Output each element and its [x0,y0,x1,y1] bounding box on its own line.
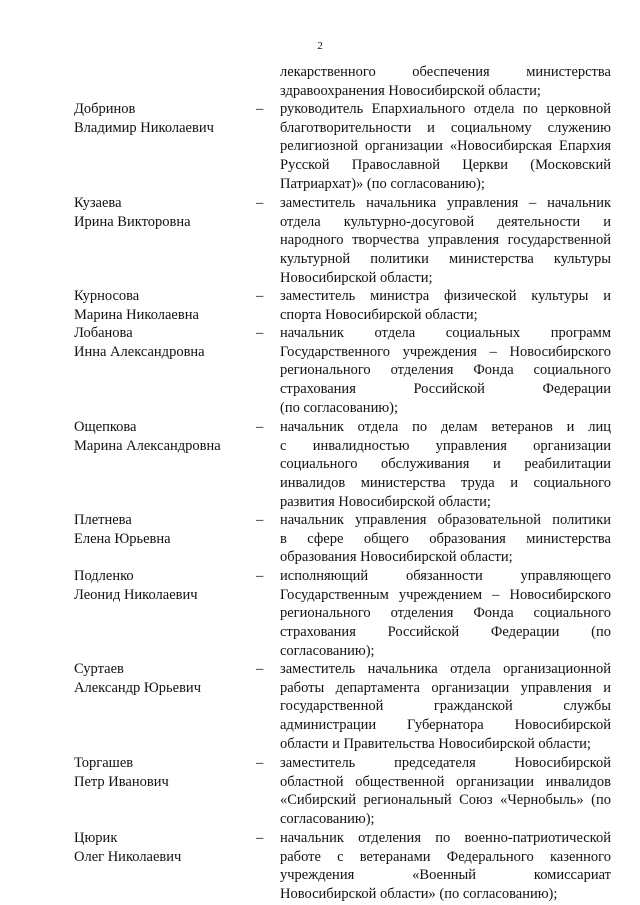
dash: – [256,195,264,211]
desc-line: Патриархат)» (по согласованию); [280,175,485,192]
member-description [280,511,611,567]
member-description [280,418,611,512]
given-names: Елена Юрьевна [74,530,171,547]
member-description [280,829,611,904]
desc-line: начальник отдела по делам ветеранов и лиц [280,419,611,435]
given-names: Олег Николаевич [74,848,182,865]
desc-line: начальник отделения по военно-патриотической [280,830,611,846]
member-name [74,418,264,455]
desc-line: страхования Российской Федерации (по [280,624,611,641]
desc-line: Государственным учреждением – Новосибирского [280,586,611,603]
member-description [280,324,611,418]
dash: – [256,830,264,846]
desc-line: социального обслуживания и реабилитации [280,456,611,473]
desc-line: страхования Российской Федерации [280,381,611,398]
surname: Курносова [74,288,140,304]
member-name [74,287,264,324]
desc-line: благотворительности и социальному служению [280,119,611,136]
member-description [280,194,611,288]
surname: Плетнева [74,512,132,528]
desc-line: спорта Новосибирской области; [280,306,478,323]
surname: Добринов [74,101,136,117]
surname: Лобанова [74,325,133,341]
desc-line: в сфере общего образования министерства [280,530,611,547]
desc-line: исполняющий обязанности управляющего [280,568,611,584]
desc-line: руководитель Епархиального отдела по церковной [280,101,611,117]
desc-line: администрации Губернатора Новосибирской [280,717,611,734]
desc-line: (по согласованию); [280,399,399,416]
desc-line: заместитель министра физической культуры и [280,288,611,304]
desc-line: Государственного учреждения – Новосибирского [280,343,611,360]
dash: – [256,512,264,528]
member-description [280,287,611,324]
page-number: 2 [317,40,323,52]
dash: – [256,101,264,117]
member-name [74,324,264,361]
desc-line: Русской Православной Церкви (Московский [280,157,611,174]
desc-line: заместитель начальника отдела организационной [280,661,611,677]
surname: Подленко [74,568,134,584]
given-names: Ирина Викторовна [74,213,191,230]
member-name [74,194,264,231]
surname: Суртаев [74,661,124,677]
desc-line: отдела культурно-досуговой деятельности и [280,213,611,230]
desc-line: начальник отдела социальных программ [280,325,611,341]
given-names: Марина Александровна [74,437,221,454]
member-name [74,829,264,866]
given-names: Леонид Николаевич [74,586,198,603]
desc-line: государственной гражданской службы [280,698,611,715]
desc-line: заместитель начальника управления – начальник [280,195,611,211]
surname: Ощепкова [74,419,137,435]
member-name [74,754,264,791]
surname: Кузаева [74,195,122,211]
member-name [74,511,264,548]
given-names: Петр Иванович [74,773,169,790]
desc-line: образования Новосибирской области; [280,549,513,566]
desc-line: религиозной организации «Новосибирская Епархия [280,138,611,155]
given-names: Александр Юрьевич [74,679,201,696]
desc-line: областной общественной организации инвалидов [280,773,611,790]
desc-line: Новосибирской области; [280,269,433,286]
desc-line: регионального отделения Фонда социального [280,605,611,622]
dash: – [256,661,264,677]
desc-line: культурной политики министерства культуры [280,251,611,268]
desc-line: области и Правительства Новосибирской области; [280,735,591,752]
member-name [74,660,264,697]
desc-line: народного творчества управления государственной [280,232,611,249]
desc-line: начальник управления образовательной политики [280,512,611,528]
member-name [74,100,264,137]
dash: – [256,755,264,771]
intro-description [280,63,611,100]
surname: Цюрик [74,830,118,846]
surname: Торгашев [74,755,134,771]
desc-line: работе с ветеранами Федерального казенного [280,848,611,865]
desc-line: работы департамента организации управления и [280,679,611,696]
given-names: Марина Николаевна [74,306,199,323]
desc-line: здравоохранения Новосибирской области; [280,82,541,99]
dash: – [256,568,264,584]
member-description [280,567,611,661]
desc-line: инвалидов министерства труда и социального [280,475,611,492]
member-name [74,567,264,604]
desc-line: Новосибирской области» (по согласованию); [280,886,558,903]
desc-line: заместитель председателя Новосибирской [280,755,611,771]
desc-line: с инвалидностью управления организации [280,437,611,454]
dash: – [256,288,264,304]
dash: – [256,419,264,435]
desc-line: учреждения «Военный комиссариат [280,867,611,884]
dash: – [256,325,264,341]
member-description [280,754,611,829]
desc-line: развития Новосибирской области; [280,493,491,510]
given-names: Владимир Николаевич [74,119,214,136]
member-description [280,660,611,754]
given-names: Инна Александровна [74,343,205,360]
desc-line: согласованию); [280,811,375,828]
desc-line: «Сибирский региональный Союз «Чернобыль» (по [280,792,611,809]
desc-line: лекарственного обеспечения министерства [280,64,611,80]
desc-line: регионального отделения Фонда социального [280,362,611,379]
member-description [280,100,611,194]
desc-line: согласованию); [280,642,375,659]
